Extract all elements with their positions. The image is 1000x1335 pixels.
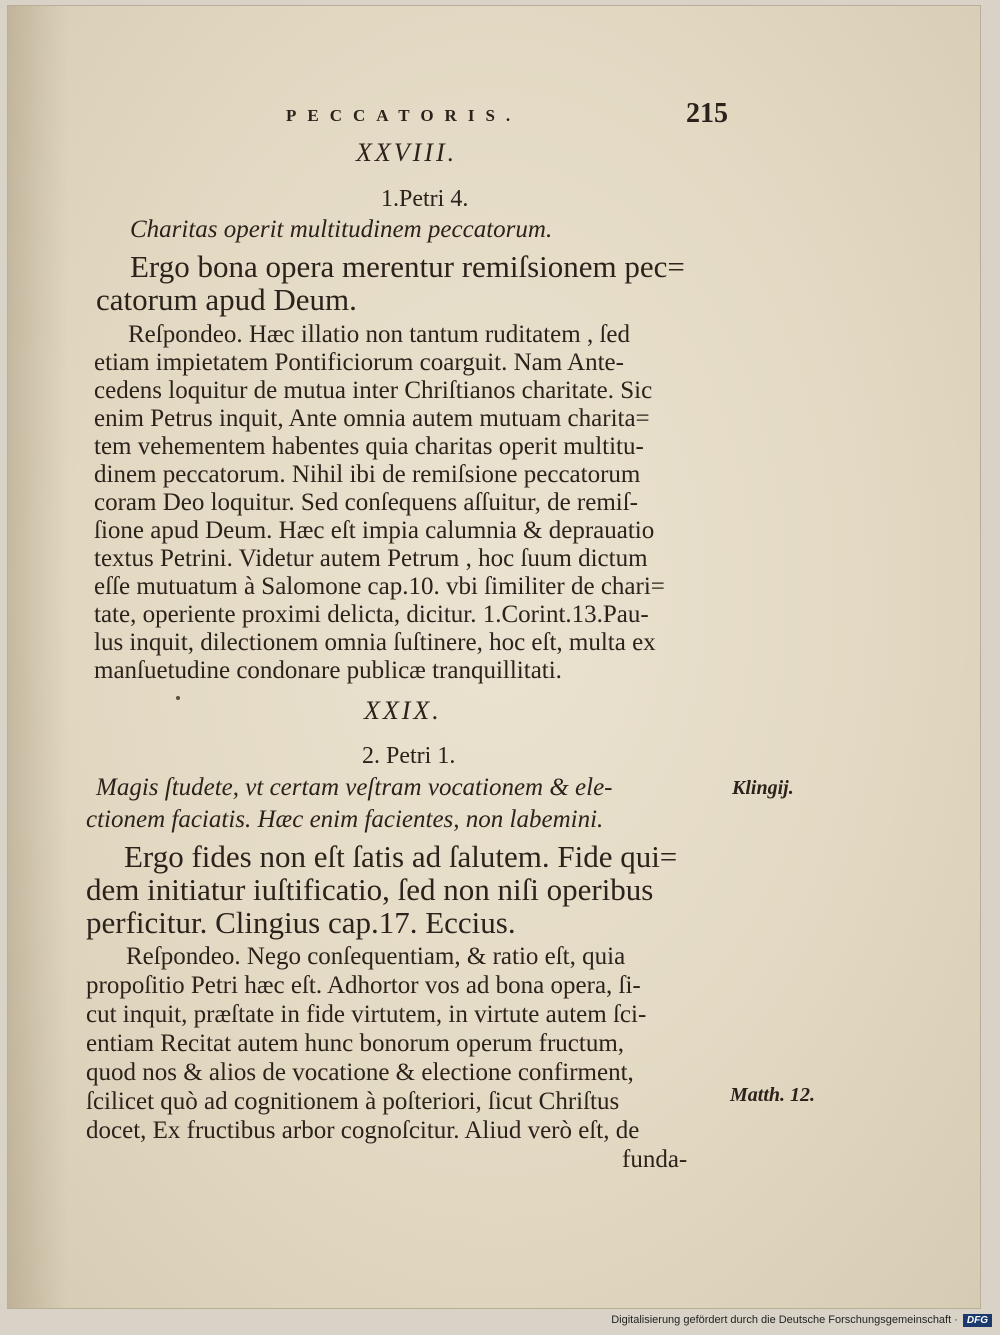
body-line: enim Petrus inquit, Ante omnia autem mutuam charita= bbox=[94, 405, 650, 432]
body-line: entiam Recitat autem hunc bonorum operum fructum, bbox=[86, 1030, 625, 1057]
margin-note-matth: Matth. 12. bbox=[730, 1084, 816, 1106]
body-line: quod nos & alios de vocatione & electione confirment, bbox=[86, 1059, 634, 1086]
section-number-28: XXVIII. bbox=[356, 138, 458, 167]
thesis-line: Ergo fides non eſt ſatis ad ſalutem. Fide qui= bbox=[124, 839, 678, 874]
body-line: Reſpondeo. Hæc illatio non tantum ruditatem , ſed bbox=[128, 321, 630, 348]
body-line: cut inquit, præſtate in fide virtutem, in virtute autem ſci- bbox=[86, 1001, 647, 1028]
body-line: tem vehementem habentes quia charitas operit multitu- bbox=[94, 433, 644, 460]
dfg-logo: DFG bbox=[963, 1314, 992, 1327]
body-line: dinem peccatorum. Nihil ibi de remiſsione peccatorum bbox=[94, 461, 641, 488]
body-line: tate, operiente proximi delicta, dicitur. 1.Corint.13.Pau- bbox=[94, 601, 649, 628]
quote-line: ctionem faciatis. Hæc enim facientes, non labemini. bbox=[86, 806, 604, 833]
margin-note-klingij: Klingij. bbox=[732, 777, 794, 799]
body-line: manſuetudine condonare publicæ tranquillitati. bbox=[94, 657, 562, 684]
thesis-line: perficitur. Clingius cap.17. Eccius. bbox=[86, 905, 516, 940]
scripture-reference-28: 1.Petri 4. bbox=[381, 186, 469, 212]
ink-speck bbox=[176, 696, 180, 700]
thesis-line: catorum apud Deum. bbox=[96, 282, 357, 317]
body-line: cedens loquitur de mutua inter Chriſtianos charitate. Sic bbox=[94, 377, 653, 404]
scripture-reference-29: 2. Petri 1. bbox=[362, 743, 456, 769]
thesis-line: dem initiatur iuſtificatio, ſed non niſi operibus bbox=[86, 872, 654, 907]
body-line: textus Petrini. Videtur autem Petrum , hoc ſuum dictum bbox=[94, 545, 648, 572]
page-number: 215 bbox=[686, 98, 728, 129]
body-line: etiam impietatem Pontificiorum coarguit. Nam Ante- bbox=[94, 349, 624, 376]
body-line: propoſitio Petri hæc eſt. Adhortor vos ad bona opera, ſi- bbox=[86, 972, 641, 999]
body-line: lus inquit, dilectionem omnia ſuſtinere, hoc eſt, multa ex bbox=[94, 629, 656, 656]
scripture-quote-28: Charitas operit multitudinem peccatorum. bbox=[130, 216, 553, 243]
body-line: docet, Ex fructibus arbor cognoſcitur. Aliud verò eſt, de bbox=[86, 1117, 640, 1144]
section-number-29: XXIX. bbox=[364, 696, 442, 725]
body-line: ſione apud Deum. Hæc eſt impia calumnia & deprauatio bbox=[94, 517, 655, 544]
footer-credit: Digitalisierung gefördert durch die Deutsche Forschungsgemeinschaft · bbox=[611, 1314, 958, 1326]
digitization-footer bbox=[611, 1309, 992, 1331]
running-head: PECCATORIS. bbox=[286, 106, 522, 125]
book-page bbox=[8, 6, 980, 1308]
body-line: eſſe mutuatum à Salomone cap.10. vbi ſimiliter de chari= bbox=[94, 573, 665, 600]
body-line: Reſpondeo. Nego conſequentiam, & ratio eſt, quia bbox=[126, 943, 626, 970]
thesis-line: Ergo bona opera merentur remiſsionem pec= bbox=[130, 249, 685, 284]
quote-line: Magis ſtudete, vt certam veſtram vocationem & ele- bbox=[96, 774, 613, 801]
body-line: coram Deo loquitur. Sed conſequens aſſuitur, de remiſ- bbox=[94, 489, 638, 516]
body-line: ſcilicet quò ad cognitionem à poſteriori, ſicut Chriſtus bbox=[86, 1088, 620, 1115]
catchword: funda- bbox=[622, 1146, 688, 1173]
